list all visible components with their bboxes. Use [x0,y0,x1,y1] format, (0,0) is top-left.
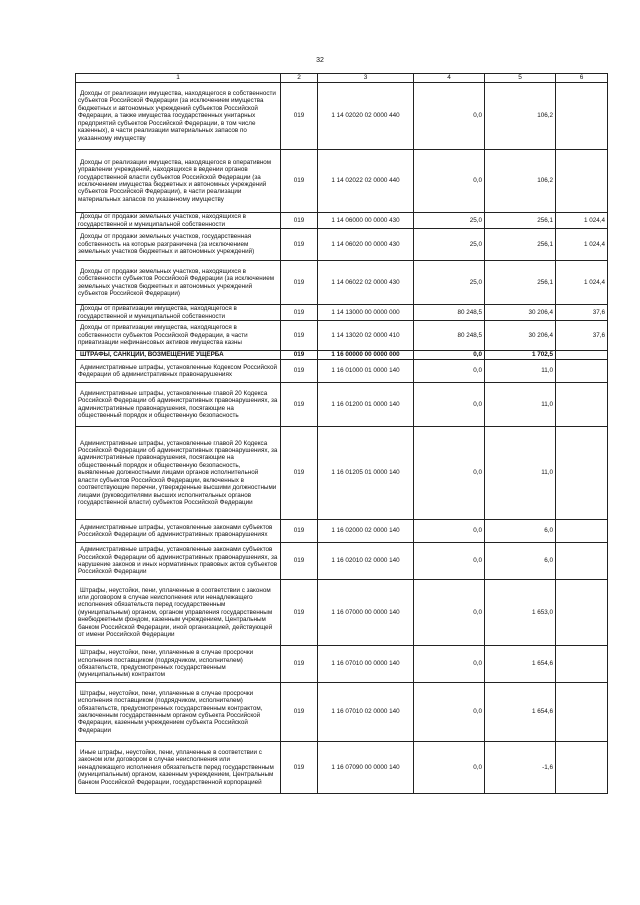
row-pct [556,646,608,683]
column-header: 1 [76,74,281,83]
row-fact: 11,0 [485,383,556,427]
row-plan: 25,0 [414,261,485,305]
row-admin: 019 [281,580,318,646]
row-code: 1 14 06020 00 0000 430 [318,229,414,261]
row-fact: 6,0 [485,520,556,543]
table-row [76,683,608,742]
row-admin: 019 [281,351,318,360]
row-admin: 019 [281,520,318,543]
row-name: Штрафы, неустойки, пени, уплаченные в случае просрочки исполнения поставщиком (подрядчиком, исполнителем) обязательств, предусмотренных государственным контрактом, заключенным государственным органом субъекта Российской Федерации, казенным учреждением субъекта Российской Федерации [76,683,281,742]
table-row [76,543,608,580]
table-header-row [76,74,608,83]
table-row [76,83,608,150]
row-plan: 25,0 [414,229,485,261]
table-row [76,520,608,543]
row-name: Доходы от приватизации имущества, находящегося в государственной и муниципальной собственности [76,305,281,321]
revenue-table [75,73,608,794]
row-plan: 0,0 [414,383,485,427]
column-header: 4 [414,74,485,83]
row-name: Иные штрафы, неустойки, пени, уплаченные в соответствии с законом или договором в случае неисполнения или ненадлежащего исполнения обязательств перед государственным (муниципальным) органом, казенным учреждением, Центральным банком Российской Федерации, государственной корпорацией [76,742,281,794]
row-pct [556,543,608,580]
row-admin: 019 [281,742,318,794]
row-admin: 019 [281,83,318,150]
row-name: Административные штрафы, установленные законами субъектов Российской Федерации об административных правонарушениях, за нарушение законов и иных нормативных правовых актов субъектов Российской Федерации [76,543,281,580]
row-name: Административные штрафы, установленные главой 20 Кодекса Российской Федерации об административных правонарушениях, за административные правонарушения, посягающие на общественный порядок и общественную безопасность, выявленные должностными лицами органов исполнительной власти субъектов Российской Федерации, включенных в соответствующие перечни, утвержденные высшими должностными лицами (руководителями высших исполнительных органов государственной власти) субъектов Российской Федерации [76,427,281,520]
row-fact: 1 654,6 [485,683,556,742]
table-row [76,213,608,229]
row-pct: 1 024,4 [556,229,608,261]
row-plan: 0,0 [414,360,485,383]
row-admin: 019 [281,427,318,520]
row-admin: 019 [281,383,318,427]
row-fact: 30 206,4 [485,305,556,321]
row-fact: 11,0 [485,360,556,383]
row-pct [556,360,608,383]
table-row [76,229,608,261]
row-name: Административные штрафы, установленные Кодексом Российской Федерации об административных правонарушениях [76,360,281,383]
row-plan: 0,0 [414,520,485,543]
row-name: ШТРАФЫ, САНКЦИИ, ВОЗМЕЩЕНИЕ УЩЕРБА [76,351,281,360]
row-name: Административные штрафы, установленные главой 20 Кодекса Российской Федерации об административных правонарушениях, за административные правонарушения, посягающие на общественный порядок и общественную безопасность [76,383,281,427]
row-name: Штрафы, неустойки, пени, уплаченные в случае просрочки исполнения поставщиком (подрядчиком, исполнителем) обязательств, предусмотренных государственным (муниципальным) контрактом [76,646,281,683]
row-name: Доходы от приватизации имущества, находящегося в собственности субъектов Российской Федерации, в части приватизации нефинансовых активов имущества казны [76,321,281,351]
row-plan: 25,0 [414,213,485,229]
row-fact: -1,6 [485,742,556,794]
row-plan: 80 248,5 [414,321,485,351]
table-row [76,360,608,383]
row-admin: 019 [281,543,318,580]
row-code: 1 14 06000 00 0000 430 [318,213,414,229]
row-plan: 0,0 [414,742,485,794]
row-plan: 0,0 [414,427,485,520]
row-admin: 019 [281,646,318,683]
row-code: 1 14 13020 02 0000 410 [318,321,414,351]
row-code: 1 14 02022 02 0000 440 [318,150,414,213]
row-code: 1 16 00000 00 0000 000 [318,351,414,360]
row-fact: 30 206,4 [485,321,556,351]
row-name: Доходы от продажи земельных участков, находящихся в государственной и муниципальной собственности [76,213,281,229]
row-fact: 11,0 [485,427,556,520]
row-admin: 019 [281,213,318,229]
table-row [76,383,608,427]
column-header: 5 [485,74,556,83]
row-fact: 1 654,6 [485,646,556,683]
row-code: 1 16 01000 01 0000 140 [318,360,414,383]
table-row [76,261,608,305]
row-fact: 256,1 [485,229,556,261]
row-admin: 019 [281,229,318,261]
row-code: 1 16 07000 00 0000 140 [318,580,414,646]
row-fact: 6,0 [485,543,556,580]
table-row [76,305,608,321]
row-pct [556,83,608,150]
row-name: Доходы от реализации имущества, находящегося в оперативном управлении учреждений, находящихся в ведении органов государственной власти субъектов Российской Федерации (за исключением имущества бюджетных и автономных учреждений субъектов Российской Федерации), в части реализации материальных запасов по указанному имуществу [76,150,281,213]
column-header: 6 [556,74,608,83]
row-pct [556,383,608,427]
row-admin: 019 [281,261,318,305]
row-admin: 019 [281,683,318,742]
row-pct: 37,6 [556,305,608,321]
column-header: 3 [318,74,414,83]
row-plan: 0,0 [414,150,485,213]
row-pct [556,580,608,646]
row-plan: 80 248,5 [414,305,485,321]
row-plan: 0,0 [414,580,485,646]
row-plan: 0,0 [414,83,485,150]
table-row [76,321,608,351]
row-name: Штрафы, неустойки, пени, уплаченные в соответствии с законом или договором в случае неисполнения или ненадлежащего исполнения обязательств перед государственным (муниципальным) органом, органом управления государственным внебюджетным фондом, казенным учреждением, Центральным банком Российской Федерации, иной организацией, действующей от имени Российской Федерации [76,580,281,646]
row-plan: 0,0 [414,646,485,683]
table-row [76,580,608,646]
row-name: Доходы от продажи земельных участков, находящихся в собственности субъектов Российской Федерации (за исключением земельных участков бюджетных и автономных учреждений субъектов Российской Федерации) [76,261,281,305]
row-pct: 1 024,4 [556,213,608,229]
row-pct [556,520,608,543]
table-row [76,351,608,360]
row-fact: 1 702,5 [485,351,556,360]
page-number: 32 [316,57,324,64]
row-code: 1 16 07090 00 0000 140 [318,742,414,794]
row-pct [556,683,608,742]
row-admin: 019 [281,321,318,351]
row-plan: 0,0 [414,351,485,360]
row-code: 1 16 07010 02 0000 140 [318,683,414,742]
row-plan: 0,0 [414,543,485,580]
row-fact: 1 653,0 [485,580,556,646]
row-code: 1 16 07010 00 0000 140 [318,646,414,683]
row-pct [556,742,608,794]
table-row [76,742,608,794]
row-pct [556,351,608,360]
row-fact: 256,1 [485,213,556,229]
row-pct [556,427,608,520]
row-code: 1 14 06022 02 0000 430 [318,261,414,305]
row-code: 1 14 02020 02 0000 440 [318,83,414,150]
table-row [76,150,608,213]
row-fact: 256,1 [485,261,556,305]
row-admin: 019 [281,360,318,383]
row-code: 1 16 02000 02 0000 140 [318,520,414,543]
row-pct: 1 024,4 [556,261,608,305]
row-code: 1 14 13000 00 0000 000 [318,305,414,321]
row-plan: 0,0 [414,683,485,742]
row-admin: 019 [281,305,318,321]
row-admin: 019 [281,150,318,213]
table-row [76,427,608,520]
row-fact: 106,2 [485,150,556,213]
row-code: 1 16 01200 01 0000 140 [318,383,414,427]
row-pct [556,150,608,213]
column-header: 2 [281,74,318,83]
row-name: Доходы от продажи земельных участков, государственная собственность на которые разграничена (за исключением земельных участков бюджетных и автономных учреждений) [76,229,281,261]
row-code: 1 16 01205 01 0000 140 [318,427,414,520]
row-name: Административные штрафы, установленные законами субъектов Российской Федерации об административных правонарушениях [76,520,281,543]
row-name: Доходы от реализации имущества, находящегося в собственности субъектов Российской Федерации (за исключением имущества бюджетных и автономных учреждений субъектов Российской Федерации, а также имущества государственных унитарных предприятий субъектов Российской Федерации, в том числе казенных), в части реализации материальных запасов по указанному имуществу [76,83,281,150]
table-row [76,646,608,683]
row-pct: 37,6 [556,321,608,351]
row-code: 1 16 02010 02 0000 140 [318,543,414,580]
row-fact: 106,2 [485,83,556,150]
